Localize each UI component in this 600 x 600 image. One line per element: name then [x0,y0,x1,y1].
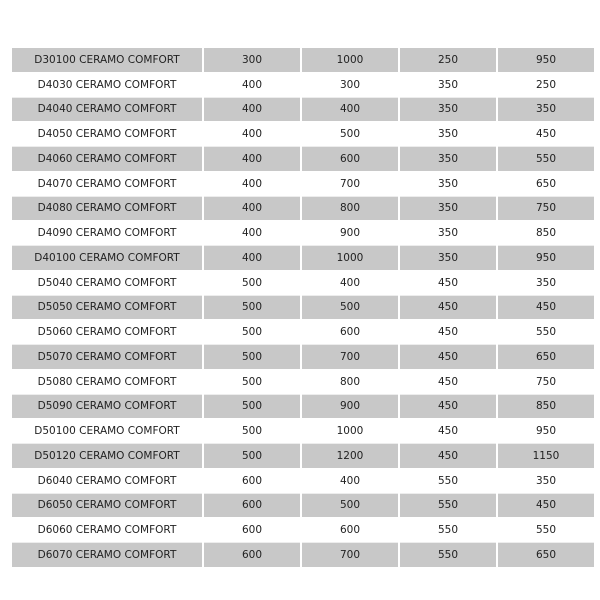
dimension-cell: 750 [498,197,594,222]
product-name-cell: D6040 CERAMO COMFORT [12,469,202,494]
dimension-cell: 500 [204,296,300,321]
dimension-cell: 500 [204,320,300,345]
table-row [12,395,594,420]
dimension-cell: 450 [400,444,496,469]
dimension-cell: 350 [400,122,496,147]
dimension-cell: 1200 [302,444,398,469]
dimension-cell: 500 [204,395,300,420]
product-name-cell: D5090 CERAMO COMFORT [12,395,202,420]
dimension-cell: 700 [302,345,398,370]
dimension-cell: 1000 [302,246,398,271]
dimension-cell: 650 [498,543,594,568]
product-name-cell: D4050 CERAMO COMFORT [12,122,202,147]
table-row [12,271,594,296]
dimension-cell: 550 [400,469,496,494]
dimension-cell: 550 [498,518,594,543]
dimension-cell: 1000 [302,419,398,444]
dimension-cell: 300 [204,48,300,73]
dimension-cell: 450 [400,419,496,444]
table-row [12,296,594,321]
dimension-cell: 500 [302,122,398,147]
dimension-cell: 550 [498,320,594,345]
dimension-cell: 650 [498,172,594,197]
dimension-cell: 350 [498,469,594,494]
table-row [12,221,594,246]
table-row [12,469,594,494]
dimension-cell: 400 [204,246,300,271]
dimension-cell: 950 [498,419,594,444]
dimension-cell: 850 [498,395,594,420]
dimension-cell: 400 [204,147,300,172]
product-name-cell: D5040 CERAMO COMFORT [12,271,202,296]
dimension-cell: 350 [400,147,496,172]
dimension-cell: 350 [498,271,594,296]
table-row [12,320,594,345]
dimension-cell: 400 [204,197,300,222]
dimension-cell: 800 [302,370,398,395]
dimension-cell: 400 [302,271,398,296]
dimension-cell: 600 [204,543,300,568]
dimension-cell: 450 [400,271,496,296]
table-row [12,98,594,123]
table-row [12,197,594,222]
dimension-cell: 550 [400,518,496,543]
product-name-cell: D40100 CERAMO COMFORT [12,246,202,271]
product-name-cell: D4090 CERAMO COMFORT [12,221,202,246]
dimension-cell: 350 [400,172,496,197]
dimension-cell: 500 [204,419,300,444]
dimension-cell: 850 [498,221,594,246]
product-name-cell: D50120 CERAMO COMFORT [12,444,202,469]
table-row [12,518,594,543]
table-body [12,48,594,568]
product-name-cell: D5050 CERAMO COMFORT [12,296,202,321]
table-row [12,122,594,147]
dimension-cell: 950 [498,246,594,271]
product-name-cell: D4070 CERAMO COMFORT [12,172,202,197]
product-name-cell: D6060 CERAMO COMFORT [12,518,202,543]
dimension-cell: 450 [498,122,594,147]
dimension-cell: 600 [204,469,300,494]
dimension-cell: 400 [204,73,300,98]
dimension-cell: 1150 [498,444,594,469]
dimension-cell: 450 [400,370,496,395]
dimension-cell: 450 [498,296,594,321]
table-row [12,172,594,197]
dimension-cell: 600 [302,320,398,345]
table-row [12,345,594,370]
product-name-cell: D4030 CERAMO COMFORT [12,73,202,98]
dimension-cell: 400 [204,221,300,246]
product-name-cell: D5080 CERAMO COMFORT [12,370,202,395]
dimension-cell: 950 [498,48,594,73]
dimension-cell: 600 [302,518,398,543]
dimension-cell: 550 [498,147,594,172]
table-row [12,48,594,73]
dimension-cell: 500 [204,444,300,469]
dimension-cell: 350 [498,98,594,123]
dimension-cell: 400 [204,98,300,123]
dimension-cell: 250 [498,73,594,98]
product-name-cell: D4040 CERAMO COMFORT [12,98,202,123]
product-dimensions-table [10,48,596,568]
dimension-cell: 450 [400,345,496,370]
product-name-cell: D50100 CERAMO COMFORT [12,419,202,444]
dimension-cell: 900 [302,221,398,246]
dimension-cell: 800 [302,197,398,222]
dimension-cell: 500 [204,370,300,395]
product-table-container [10,48,592,568]
dimension-cell: 250 [400,48,496,73]
dimension-cell: 350 [400,246,496,271]
product-name-cell: D6050 CERAMO COMFORT [12,494,202,519]
dimension-cell: 550 [400,543,496,568]
dimension-cell: 450 [400,320,496,345]
dimension-cell: 650 [498,345,594,370]
table-row [12,73,594,98]
dimension-cell: 450 [498,494,594,519]
dimension-cell: 500 [302,296,398,321]
product-name-cell: D4060 CERAMO COMFORT [12,147,202,172]
table-row [12,444,594,469]
dimension-cell: 450 [400,296,496,321]
dimension-cell: 500 [204,271,300,296]
product-name-cell: D4080 CERAMO COMFORT [12,197,202,222]
dimension-cell: 450 [400,395,496,420]
product-name-cell: D5060 CERAMO COMFORT [12,320,202,345]
dimension-cell: 350 [400,197,496,222]
dimension-cell: 400 [302,469,398,494]
dimension-cell: 400 [204,122,300,147]
dimension-cell: 350 [400,98,496,123]
table-row [12,370,594,395]
dimension-cell: 350 [400,221,496,246]
dimension-cell: 550 [400,494,496,519]
dimension-cell: 500 [302,494,398,519]
dimension-cell: 350 [400,73,496,98]
dimension-cell: 400 [302,98,398,123]
table-row [12,147,594,172]
table-row [12,419,594,444]
dimension-cell: 400 [204,172,300,197]
dimension-cell: 300 [302,73,398,98]
table-row [12,246,594,271]
dimension-cell: 600 [204,518,300,543]
product-name-cell: D5070 CERAMO COMFORT [12,345,202,370]
dimension-cell: 600 [302,147,398,172]
dimension-cell: 700 [302,543,398,568]
product-name-cell: D6070 CERAMO COMFORT [12,543,202,568]
dimension-cell: 700 [302,172,398,197]
dimension-cell: 1000 [302,48,398,73]
table-row [12,543,594,568]
product-name-cell: D30100 CERAMO COMFORT [12,48,202,73]
dimension-cell: 750 [498,370,594,395]
table-row [12,494,594,519]
dimension-cell: 600 [204,494,300,519]
dimension-cell: 900 [302,395,398,420]
dimension-cell: 500 [204,345,300,370]
